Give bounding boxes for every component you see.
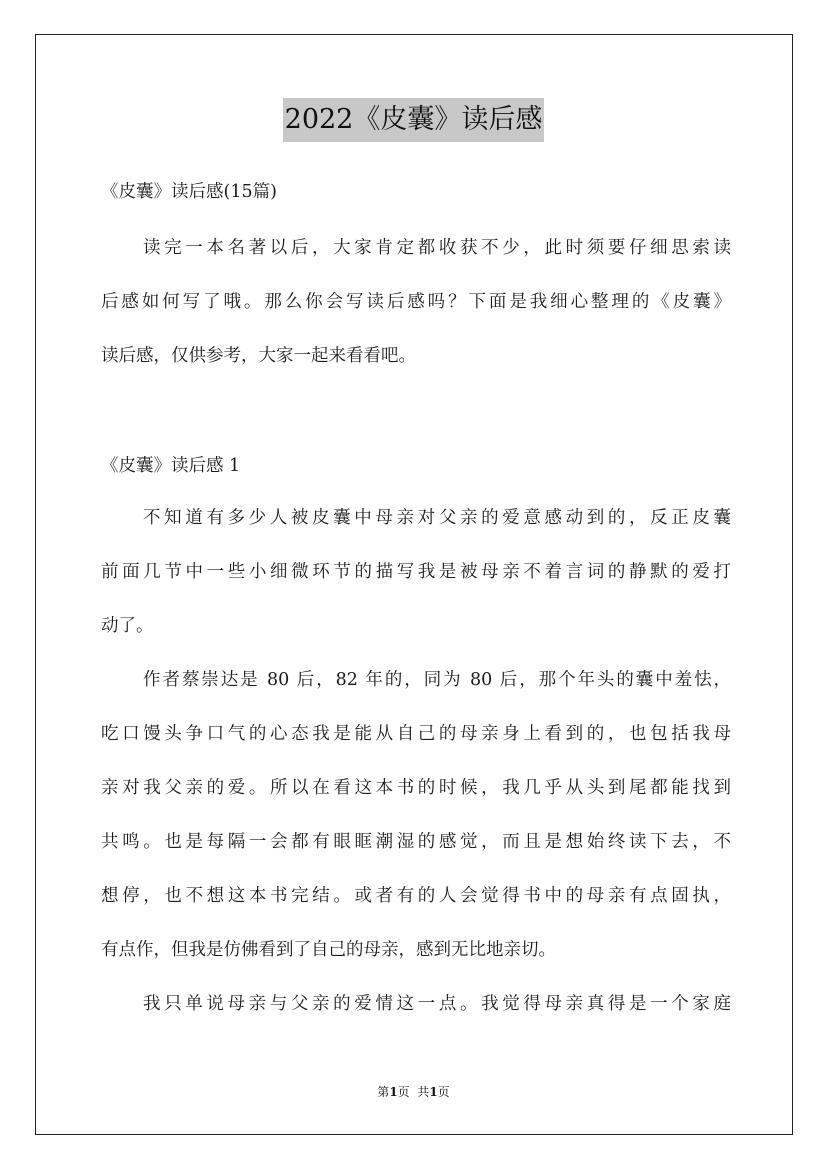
intro-line: 读后感，仅供参考，大家一起来看看吧。 xyxy=(101,346,416,366)
intro-line: 后感如何写了哦。那么你会写读后感吗？下面是我细心整理的《皮囊》 xyxy=(101,292,731,312)
paragraph-line: 想停，也不想这本书完结。或者有的人会觉得书中的母亲有点固执， xyxy=(101,886,731,906)
paragraph-line: 吃口馒头争口气的心态我是能从自己的母亲身上看到的，也包括我母 xyxy=(101,724,731,744)
paragraph-line: 亲对我父亲的爱。所以在看这本书的时候，我几乎从头到尾都能找到 xyxy=(101,778,731,798)
paragraph-line: 动了。 xyxy=(101,616,154,636)
paragraph-line: 前面几节中一些小细微环节的描写我是被母亲不着言词的静默的爱打 xyxy=(101,562,731,582)
intro-line: 读完一本名著以后，大家肯定都收获不少，此时须要仔细思索读 xyxy=(143,238,731,258)
paragraph-line: 不知道有多少人被皮囊中母亲对父亲的爱意感动到的，反正皮囊 xyxy=(143,508,731,528)
footer-page-number: 1 xyxy=(389,1085,398,1099)
paragraph-line: 共鸣。也是每隔一会都有眼眶潮湿的感觉，而且是想始终读下去，不 xyxy=(101,832,731,852)
document-subtitle: 《皮囊》读后感(15篇) xyxy=(101,182,277,202)
footer-page-prefix: 第 xyxy=(377,1085,390,1099)
paragraph-line: 作者蔡崇达是 80 后，82 年的，同为 80 后，那个年头的囊中羞怯， xyxy=(143,670,731,690)
title-container xyxy=(0,98,827,142)
section-heading: 《皮囊》读后感 1 xyxy=(101,456,241,476)
paragraph-line: 有点作，但我是仿佛看到了自己的母亲，感到无比地亲切。 xyxy=(101,940,556,960)
footer-page-total: 1 xyxy=(429,1085,438,1099)
paragraph-line: 我只单说母亲与父亲的爱情这一点。我觉得母亲真得是一个家庭 xyxy=(143,994,731,1014)
footer-page-mid: 页 共 xyxy=(397,1085,430,1099)
document-title: 2022《皮囊》读后感 xyxy=(283,98,545,142)
footer-page-suffix: 页 xyxy=(437,1085,450,1099)
page-footer xyxy=(0,1083,827,1100)
